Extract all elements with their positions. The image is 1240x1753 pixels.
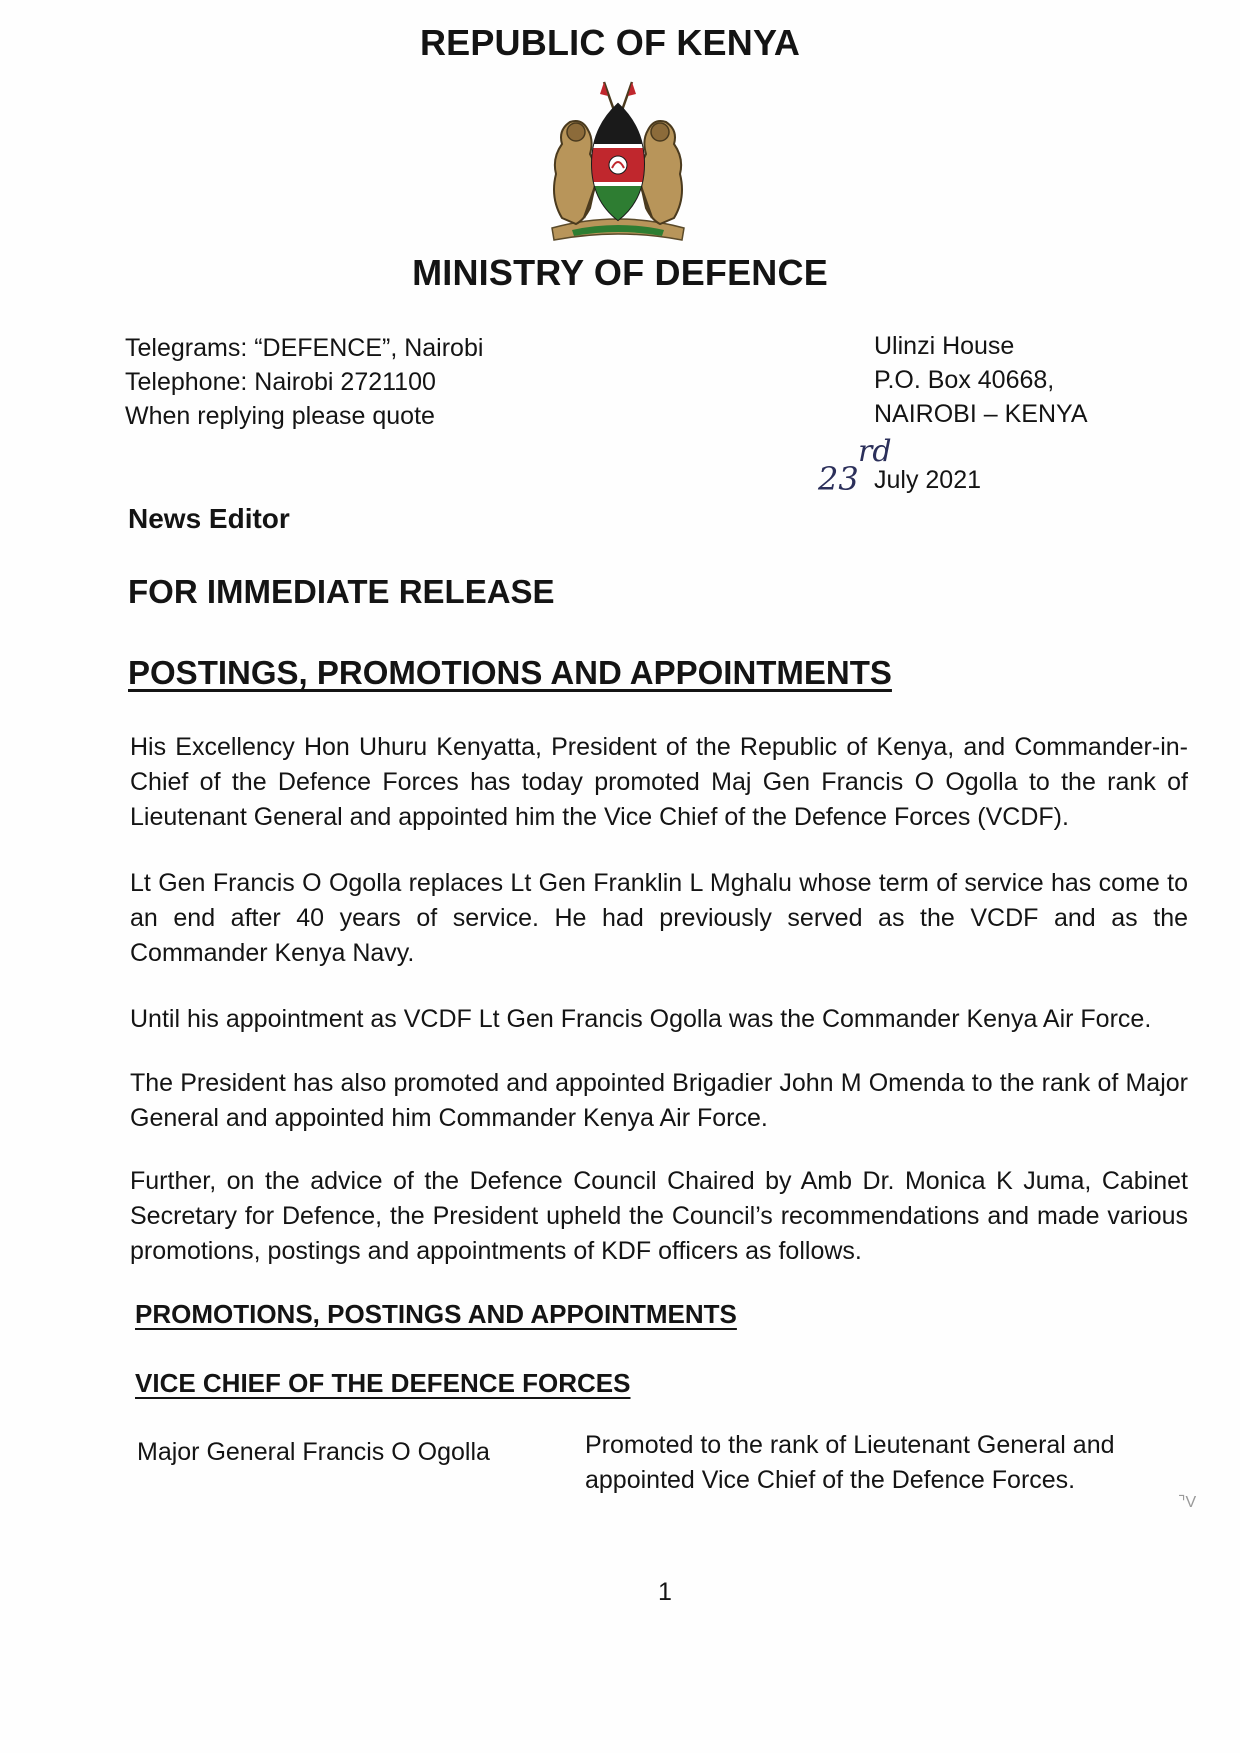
- section-heading: PROMOTIONS, POSTINGS AND APPOINTMENTS: [135, 1299, 737, 1329]
- paragraph: Further, on the advice of the Defence Council Chaired by Amb Dr. Monica K Juma, Cabinet Secretary for Defence, the President upheld the Council’s recommendations and made various promotions, postings and appointments of KDF officers as follows.: [130, 1167, 1188, 1265]
- address-line-3: NAIROBI – KENYA: [874, 400, 1088, 428]
- replying-line: When replying please quote: [125, 402, 435, 430]
- contact-block: [125, 331, 483, 433]
- paragraph: The President has also promoted and appointed Brigadier John M Omenda to the rank of Major General and appointed him Commander Kenya Air Force.: [130, 1069, 1188, 1132]
- address-block: [874, 329, 1088, 431]
- date-line: [818, 434, 1038, 498]
- ministry-heading: MINISTRY OF DEFENCE: [412, 252, 828, 293]
- paragraph: Lt Gen Francis O Ogolla replaces Lt Gen Franklin L Mghalu whose term of service has come to an end after 40 years of service. He had previously served as the VCDF and as the Commander Kenya Navy.: [130, 869, 1188, 967]
- officer-name: Major General Francis O Ogolla: [137, 1438, 490, 1466]
- date-printed: July 2021: [874, 466, 982, 494]
- release-label: FOR IMMEDIATE RELEASE: [128, 573, 555, 610]
- address-line-2: P.O. Box 40668,: [874, 366, 1055, 394]
- recipient-label: News Editor: [128, 503, 290, 534]
- republic-heading: REPUBLIC OF KENYA: [419, 22, 801, 63]
- coat-of-arms-icon: [532, 78, 704, 244]
- subsection-heading: VICE CHIEF OF THE DEFENCE FORCES: [135, 1368, 631, 1398]
- document-title: POSTINGS, PROMOTIONS AND APPOINTMENTS: [128, 654, 892, 691]
- page-number: 1: [658, 1578, 672, 1606]
- address-line-1: Ulinzi House: [874, 332, 1015, 360]
- telephone-line: Telephone: Nairobi 2721100: [125, 368, 436, 396]
- paragraph: His Excellency Hon Uhuru Kenyatta, President of the Republic of Kenya, and Commander-in-Chief of the Defence Forces has today promoted Maj Gen Francis O Ogolla to the rank of Lieutenant General and appointed him the Vice Chief of the Defence Forces (VCDF).: [130, 733, 1188, 831]
- officer-appointment: Promoted to the rank of Lieutenant General and appointed Vice Chief of the Defence Forces.: [585, 1431, 1115, 1494]
- telegrams-line: Telegrams: “DEFENCE”, Nairobi: [125, 334, 484, 362]
- margin-mark: ⌝V: [1178, 1494, 1197, 1511]
- handwritten-suffix: rd: [858, 434, 892, 469]
- paragraph: Until his appointment as VCDF Lt Gen Francis Ogolla was the Commander Kenya Air Force.: [130, 1005, 1152, 1033]
- handwritten-day: 23: [818, 460, 859, 498]
